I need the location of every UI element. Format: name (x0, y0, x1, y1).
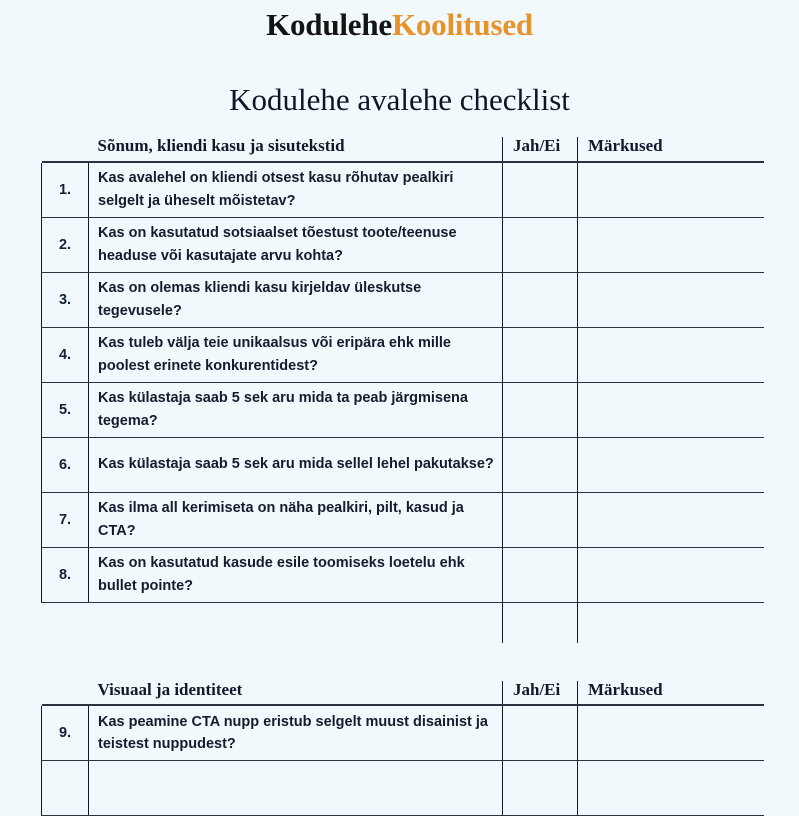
row-number: 7. (42, 492, 89, 547)
row-yesno-cell[interactable] (503, 547, 578, 602)
column-header-number (42, 681, 89, 706)
row-question: Kas on olemas kliendi kasu kirjeldav üleskutse tegevusele? (89, 272, 503, 327)
row-question: Kas tuleb välja teie unikaalsus või eripära ehk mille poolest erinete konkurentidest? (89, 327, 503, 382)
checklist-table-message (41, 137, 764, 643)
column-header-number (42, 137, 89, 162)
table-row[interactable] (42, 327, 764, 382)
column-header-notes: Märkused (578, 681, 764, 706)
table-row[interactable] (42, 163, 764, 218)
table-row[interactable] (42, 706, 764, 761)
table-row[interactable] (42, 272, 764, 327)
row-yesno-cell[interactable] (503, 761, 578, 816)
row-number: 5. (42, 382, 89, 437)
row-number (42, 761, 89, 816)
checklist-section-visual (41, 681, 763, 816)
table-row-blank (42, 602, 764, 643)
row-question: Kas avalehel on kliendi otsest kasu rõhutav pealkiri selgelt ja üheselt mõistetav? (89, 163, 503, 218)
column-header-title: Visuaal ja identiteet (97, 679, 243, 699)
row-notes-cell[interactable] (578, 437, 764, 492)
column-header-yesno: Jah/Ei (503, 681, 578, 706)
row-yesno-cell[interactable] (503, 272, 578, 327)
row-question: Kas peamine CTA nupp eristub selgelt muust disainist ja teistest nuppudest? (89, 706, 503, 761)
blank-notes-cell[interactable] (578, 602, 764, 643)
row-question: Kas on kasutatud kasude esile toomiseks loetelu ehk bullet pointe? (89, 547, 503, 602)
checklist-table-visual (41, 681, 764, 816)
column-header-yesno: Jah/Ei (503, 137, 578, 162)
table-row[interactable] (42, 217, 764, 272)
checklist-section-message (41, 137, 763, 643)
row-question: Kas külastaja saab 5 sek aru mida sellel lehel pakutakse? (89, 437, 503, 492)
row-number: 1. (42, 163, 89, 218)
row-yesno-cell[interactable] (503, 382, 578, 437)
row-number: 9. (42, 706, 89, 761)
row-number: 8. (42, 547, 89, 602)
column-header-notes: Märkused (578, 137, 764, 162)
brand-name-accent: Koolitused (391, 7, 533, 42)
blank-number-cell (42, 602, 89, 643)
row-notes-cell[interactable] (578, 327, 764, 382)
row-yesno-cell[interactable] (503, 163, 578, 218)
table-row[interactable] (42, 547, 764, 602)
row-notes-cell[interactable] (578, 492, 764, 547)
row-yesno-cell[interactable] (503, 217, 578, 272)
row-notes-cell[interactable] (578, 272, 764, 327)
row-question (89, 761, 503, 816)
table-row[interactable] (42, 382, 764, 437)
row-notes-cell[interactable] (578, 382, 764, 437)
page-title: Kodulehe avalehe checklist (229, 82, 570, 117)
row-notes-cell[interactable] (578, 761, 764, 816)
table-row[interactable] (42, 761, 764, 816)
section-spacer (0, 643, 799, 681)
row-number: 6. (42, 437, 89, 492)
row-notes-cell[interactable] (578, 706, 764, 761)
brand-name-primary: Kodulehe (266, 7, 392, 42)
row-question: Kas on kasutatud sotsiaalset tõestust toote/teenuse headuse või kasutajate arvu kohta? (89, 217, 503, 272)
row-number: 3. (42, 272, 89, 327)
row-question: Kas ilma all kerimiseta on näha pealkiri, pilt, kasud ja CTA? (89, 492, 503, 547)
row-yesno-cell[interactable] (503, 437, 578, 492)
brand-logo (0, 0, 799, 40)
blank-yesno-cell[interactable] (503, 602, 578, 643)
row-number: 2. (42, 217, 89, 272)
row-notes-cell[interactable] (578, 547, 764, 602)
table-row[interactable] (42, 492, 764, 547)
row-question: Kas külastaja saab 5 sek aru mida ta peab järgmisena tegema? (89, 382, 503, 437)
row-yesno-cell[interactable] (503, 492, 578, 547)
column-header-title: Sõnum, kliendi kasu ja sisutekstid (97, 136, 345, 155)
row-number: 4. (42, 327, 89, 382)
row-notes-cell[interactable] (578, 163, 764, 218)
row-yesno-cell[interactable] (503, 327, 578, 382)
blank-question-cell (89, 602, 503, 643)
table-header-row (42, 681, 764, 706)
table-header-row (42, 137, 764, 162)
table-row[interactable] (42, 437, 764, 492)
row-yesno-cell[interactable] (503, 706, 578, 761)
row-notes-cell[interactable] (578, 217, 764, 272)
